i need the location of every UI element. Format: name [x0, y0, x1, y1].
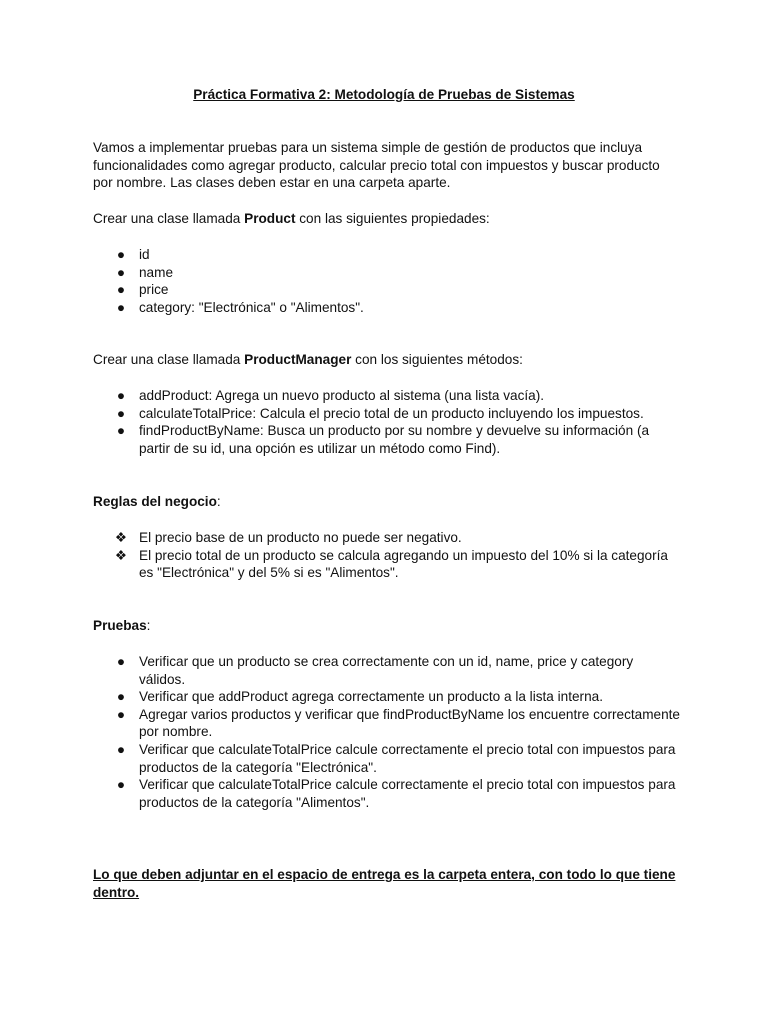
product-class-name: Product — [244, 211, 296, 226]
list-item: ● Verificar que addProduct agrega correctamente un producto a la lista interna. — [93, 688, 683, 706]
rules-heading: Reglas del negocio: — [93, 494, 221, 509]
bullet-icon: ● — [116, 388, 126, 403]
list-item: ● Verificar que calculateTotalPrice calcule correctamente el precio total con impuestos para productos de la categoría "Alimentos". — [93, 776, 683, 811]
bullet-icon: ● — [116, 706, 126, 722]
tests-list — [93, 653, 683, 811]
submission-note: Lo que deben adjuntar en el espacio de entrega es la carpeta entera, con todo lo que tiene dentro. — [93, 867, 676, 900]
list-item: ❖ El precio total de un producto se calcula agregando un impuesto del 10% si la categoría es "Electrónica" y del 5% si es "Alimentos". — [114, 547, 668, 581]
bullet-icon: ● — [116, 264, 126, 280]
product-properties-list — [93, 246, 683, 316]
product-intro-pre: Crear una clase llamada — [93, 211, 245, 226]
list-item: ● id — [93, 246, 683, 264]
list-item: ● Agregar varios productos y verificar que findProductByName los encuentre correctamente por nombre. — [93, 706, 683, 741]
tests-heading: Pruebas: — [93, 618, 151, 633]
list-item: ● category: "Electrónica" o "Alimentos". — [93, 299, 683, 317]
list-item: ❖ El precio base de un producto no puede ser negativo. — [114, 530, 462, 545]
diamond-bullet-icon: ❖ — [114, 530, 128, 545]
bullet-icon: ● — [116, 282, 126, 298]
manager-class-intro — [93, 351, 683, 369]
list-item: ● Verificar que calculateTotalPrice calcule correctamente el precio total con impuestos para productos de la categoría "Electrónica". — [93, 741, 683, 776]
bullet-icon: ● — [116, 247, 126, 262]
document-title: Práctica Formativa 2: Metodología de Pruebas de Sistemas — [193, 87, 575, 102]
intro-paragraph: Vamos a implementar pruebas para un sistema simple de gestión de productos que incluya funcionalidades como agregar producto, calcular precio total con impuestos y buscar producto por nombre. Las clases deben estar en una carpeta aparte. — [93, 140, 660, 191]
diamond-bullet-icon: ❖ — [114, 547, 128, 563]
bullet-icon: ● — [116, 423, 126, 439]
rules-list — [93, 529, 683, 582]
bullet-icon: ● — [116, 654, 126, 669]
bullet-icon: ● — [116, 405, 126, 421]
list-item: ● findProductByName: Busca un producto por su nombre y devuelve su información (a partir de su id, una opción es utilizar un método como Find). — [93, 422, 683, 457]
list-item: ● calculateTotalPrice: Calcula el precio total de un producto incluyendo los impuestos. — [93, 405, 683, 423]
bullet-icon: ● — [116, 299, 126, 315]
manager-intro-pre: Crear una clase llamada — [93, 352, 245, 367]
list-item: ● name — [93, 264, 683, 282]
list-item: ● addProduct: Agrega un nuevo producto al sistema (una lista vacía). — [93, 387, 683, 405]
list-item: ● price — [93, 281, 683, 299]
product-class-intro — [93, 210, 683, 228]
bullet-icon: ● — [116, 741, 126, 757]
product-intro-post: con las siguientes propiedades: — [295, 211, 490, 226]
manager-methods-list — [93, 387, 683, 457]
manager-class-name: ProductManager — [244, 352, 352, 367]
bullet-icon: ● — [116, 689, 126, 705]
bullet-icon: ● — [116, 777, 126, 793]
list-item: ● Verificar que un producto se crea correctamente con un id, name, price y category válidos. — [93, 653, 683, 688]
manager-intro-post: con los siguientes métodos: — [351, 352, 523, 367]
